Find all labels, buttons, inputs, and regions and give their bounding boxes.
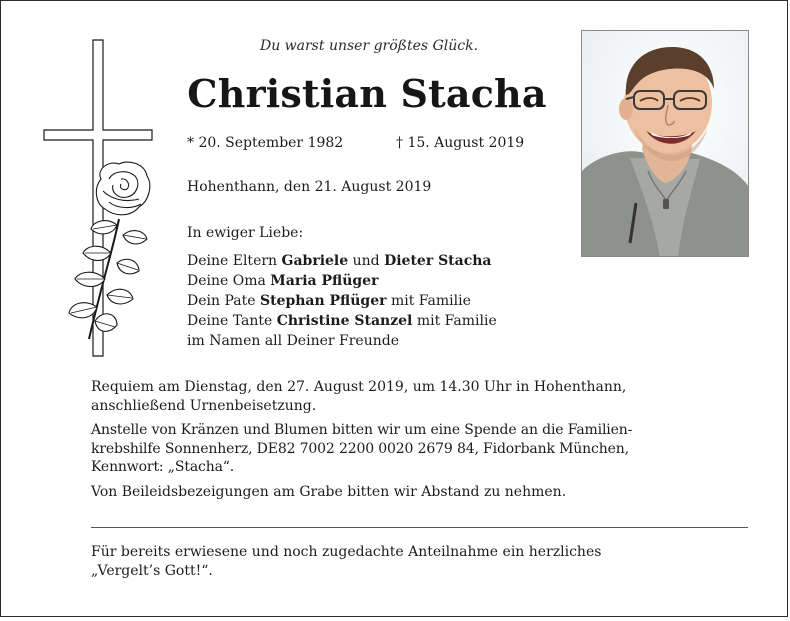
family-list [187, 223, 497, 351]
cross-icon [41, 39, 157, 359]
donation-info: Anstelle von Kränzen und Blumen bitten wir um eine Spende an die Familien- krebshilfe Sonnenherz, DE82 7002 2200 0020 2679 84, Fidorbank München, Kennwort: „Stacha“. [91, 422, 633, 475]
family-line: Dein Pate Stephan Pflüger mit Familie [187, 293, 471, 309]
family-line: im Namen all Deiner Freunde [187, 333, 399, 349]
divider [91, 527, 748, 528]
birth-date: * 20. September 1982 [187, 135, 344, 151]
family-intro: In ewiger Liebe: [187, 225, 304, 241]
motto: Du warst unser größtes Glück. [259, 38, 479, 54]
life-dates [187, 135, 557, 151]
death-date: † 15. August 2019 [396, 135, 525, 151]
condolence-note: Von Beileidsbezeigungen am Grabe bitten wir Abstand zu nehmen. [91, 483, 567, 500]
requiem-info: Requiem am Dienstag, den 27. August 2019, um 14.30 Uhr in Hohenthann, anschließend Urnenbeisetzung. [91, 379, 627, 414]
cross-with-rose [41, 39, 157, 359]
portrait-photo [581, 30, 749, 257]
announcement-body [91, 378, 756, 507]
rose-icon [69, 162, 150, 339]
deceased-name: Christian Stacha [187, 71, 547, 116]
place-and-date: Hohenthann, den 21. August 2019 [187, 179, 432, 195]
family-line: Deine Tante Christine Stanzel mit Familie [187, 313, 497, 329]
family-line: Deine Oma Maria Pflüger [187, 273, 379, 289]
portrait-illustration [582, 31, 749, 257]
family-line: Deine Eltern Gabriele und Dieter Stacha [187, 253, 492, 269]
thanks-note: Für bereits erwiesene und noch zugedachte Anteilnahme ein herzliches „Vergelt’s Gott!“. [91, 544, 602, 579]
